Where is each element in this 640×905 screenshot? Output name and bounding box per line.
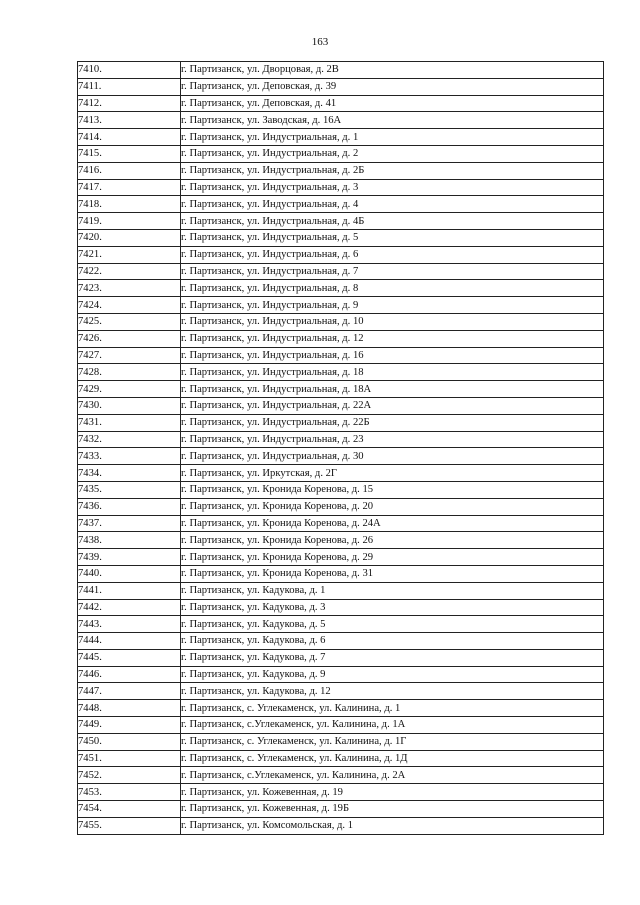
row-number: 7435.: [78, 481, 181, 498]
row-number: 7422.: [78, 263, 181, 280]
table-row: [78, 347, 604, 364]
row-number: 7455.: [78, 817, 181, 834]
row-number: 7420.: [78, 229, 181, 246]
table-row: [78, 582, 604, 599]
row-address: г. Партизанск, ул. Индустриальная, д. 4: [181, 196, 604, 213]
row-number: 7441.: [78, 582, 181, 599]
row-address: г. Партизанск, ул. Индустриальная, д. 2Б: [181, 162, 604, 179]
table-row: [78, 62, 604, 79]
row-address: г. Партизанск, ул. Индустриальная, д. 23: [181, 431, 604, 448]
table-row: [78, 263, 604, 280]
row-number: 7416.: [78, 162, 181, 179]
row-address: г. Партизанск, ул. Деповская, д. 41: [181, 95, 604, 112]
row-address: г. Партизанск, ул. Кронида Коренова, д. 31: [181, 565, 604, 582]
table-row: [78, 431, 604, 448]
table-row: [78, 666, 604, 683]
table-row: [78, 78, 604, 95]
table-row: [78, 532, 604, 549]
table-row: [78, 498, 604, 515]
row-address: г. Партизанск, ул. Индустриальная, д. 6: [181, 246, 604, 263]
row-address: г. Партизанск, ул. Индустриальная, д. 1: [181, 129, 604, 146]
row-address: г. Партизанск, ул. Кожевенная, д. 19: [181, 784, 604, 801]
row-address: г. Партизанск, с. Углекаменск, ул. Калинина, д. 1Г: [181, 733, 604, 750]
row-address: г. Партизанск, ул. Кадукова, д. 1: [181, 582, 604, 599]
row-address: г. Партизанск, ул. Индустриальная, д. 22А: [181, 397, 604, 414]
address-table: [77, 61, 604, 835]
row-number: 7413.: [78, 112, 181, 129]
row-number: 7431.: [78, 414, 181, 431]
row-address: г. Партизанск, ул. Индустриальная, д. 18: [181, 364, 604, 381]
table-row: [78, 213, 604, 230]
row-address: г. Партизанск, ул. Индустриальная, д. 5: [181, 229, 604, 246]
row-address: г. Партизанск, ул. Кронида Коренова, д. 15: [181, 481, 604, 498]
table-row: [78, 465, 604, 482]
row-address: г. Партизанск, ул. Индустриальная, д. 4Б: [181, 213, 604, 230]
table-row: [78, 313, 604, 330]
table-row: [78, 414, 604, 431]
table-row: [78, 750, 604, 767]
table-row: [78, 448, 604, 465]
table-row: [78, 330, 604, 347]
table-row: [78, 196, 604, 213]
row-address: г. Партизанск, ул. Кожевенная, д. 19Б: [181, 801, 604, 818]
table-row: [78, 565, 604, 582]
row-address: г. Партизанск, ул. Индустриальная, д. 8: [181, 280, 604, 297]
row-number: 7410.: [78, 62, 181, 79]
row-number: 7443.: [78, 616, 181, 633]
row-number: 7429.: [78, 381, 181, 398]
row-number: 7412.: [78, 95, 181, 112]
row-address: г. Партизанск, ул. Кадукова, д. 3: [181, 599, 604, 616]
row-address: г. Партизанск, с.Углекаменск, ул. Калинина, д. 1А: [181, 717, 604, 734]
table-row: [78, 817, 604, 834]
table-row: [78, 700, 604, 717]
row-number: 7446.: [78, 666, 181, 683]
address-table-body: [78, 62, 604, 835]
row-address: г. Партизанск, ул. Индустриальная, д. 18А: [181, 381, 604, 398]
row-number: 7432.: [78, 431, 181, 448]
row-number: 7453.: [78, 784, 181, 801]
table-row: [78, 129, 604, 146]
row-address: г. Партизанск, ул. Кадукова, д. 7: [181, 649, 604, 666]
row-address: г. Партизанск, ул. Иркутская, д. 2Г: [181, 465, 604, 482]
row-address: г. Партизанск, ул. Кронида Коренова, д. 20: [181, 498, 604, 515]
row-address: г. Партизанск, ул. Индустриальная, д. 22Б: [181, 414, 604, 431]
table-row: [78, 515, 604, 532]
table-row: [78, 683, 604, 700]
row-number: 7454.: [78, 801, 181, 818]
table-row: [78, 649, 604, 666]
row-number: 7411.: [78, 78, 181, 95]
row-number: 7430.: [78, 397, 181, 414]
table-row: [78, 767, 604, 784]
row-address: г. Партизанск, с.Углекаменск, ул. Калинина, д. 2А: [181, 767, 604, 784]
row-number: 7423.: [78, 280, 181, 297]
row-number: 7447.: [78, 683, 181, 700]
table-row: [78, 95, 604, 112]
row-number: 7426.: [78, 330, 181, 347]
row-number: 7439.: [78, 549, 181, 566]
table-row: [78, 246, 604, 263]
table-row: [78, 633, 604, 650]
row-address: г. Партизанск, ул. Индустриальная, д. 3: [181, 179, 604, 196]
table-row: [78, 784, 604, 801]
table-row: [78, 381, 604, 398]
table-row: [78, 397, 604, 414]
row-address: г. Партизанск, ул. Кадукова, д. 6: [181, 633, 604, 650]
row-address: г. Партизанск, ул. Индустриальная, д. 2: [181, 145, 604, 162]
table-row: [78, 280, 604, 297]
row-number: 7438.: [78, 532, 181, 549]
table-row: [78, 364, 604, 381]
table-row: [78, 179, 604, 196]
row-number: 7452.: [78, 767, 181, 784]
table-row: [78, 145, 604, 162]
row-address: г. Партизанск, ул. Индустриальная, д. 9: [181, 297, 604, 314]
row-number: 7436.: [78, 498, 181, 515]
row-address: г. Партизанск, ул. Индустриальная, д. 7: [181, 263, 604, 280]
row-address: г. Партизанск, ул. Дворцовая, д. 2В: [181, 62, 604, 79]
row-number: 7424.: [78, 297, 181, 314]
row-address: г. Партизанск, ул. Кронида Коренова, д. 26: [181, 532, 604, 549]
row-number: 7451.: [78, 750, 181, 767]
table-row: [78, 616, 604, 633]
row-number: 7449.: [78, 717, 181, 734]
table-row: [78, 733, 604, 750]
row-number: 7450.: [78, 733, 181, 750]
row-number: 7444.: [78, 633, 181, 650]
row-address: г. Партизанск, ул. Индустриальная, д. 12: [181, 330, 604, 347]
row-address: г. Партизанск, ул. Кронида Коренова, д. 29: [181, 549, 604, 566]
row-address: г. Партизанск, ул. Индустриальная, д. 30: [181, 448, 604, 465]
row-number: 7440.: [78, 565, 181, 582]
row-number: 7448.: [78, 700, 181, 717]
table-row: [78, 112, 604, 129]
row-address: г. Партизанск, ул. Кадукова, д. 9: [181, 666, 604, 683]
row-address: г. Партизанск, ул. Индустриальная, д. 10: [181, 313, 604, 330]
row-number: 7419.: [78, 213, 181, 230]
row-number: 7414.: [78, 129, 181, 146]
row-address: г. Партизанск, ул. Кадукова, д. 5: [181, 616, 604, 633]
row-number: 7417.: [78, 179, 181, 196]
row-number: 7437.: [78, 515, 181, 532]
row-number: 7425.: [78, 313, 181, 330]
table-row: [78, 229, 604, 246]
row-address: г. Партизанск, ул. Индустриальная, д. 16: [181, 347, 604, 364]
row-number: 7427.: [78, 347, 181, 364]
row-address: г. Партизанск, ул. Заводская, д. 16А: [181, 112, 604, 129]
row-number: 7434.: [78, 465, 181, 482]
page-number: 163: [311, 36, 329, 48]
row-number: 7421.: [78, 246, 181, 263]
table-row: [78, 162, 604, 179]
row-address: г. Партизанск, ул. Кадукова, д. 12: [181, 683, 604, 700]
table-row: [78, 297, 604, 314]
row-number: 7428.: [78, 364, 181, 381]
row-address: г. Партизанск, ул. Комсомольская, д. 1: [181, 817, 604, 834]
row-number: 7433.: [78, 448, 181, 465]
table-row: [78, 549, 604, 566]
row-address: г. Партизанск, с. Углекаменск, ул. Калинина, д. 1Д: [181, 750, 604, 767]
row-address: г. Партизанск, с. Углекаменск, ул. Калинина, д. 1: [181, 700, 604, 717]
row-number: 7415.: [78, 145, 181, 162]
row-address: г. Партизанск, ул. Деповская, д. 39: [181, 78, 604, 95]
table-row: [78, 801, 604, 818]
row-number: 7442.: [78, 599, 181, 616]
row-number: 7445.: [78, 649, 181, 666]
table-row: [78, 481, 604, 498]
table-row: [78, 599, 604, 616]
row-number: 7418.: [78, 196, 181, 213]
row-address: г. Партизанск, ул. Кронида Коренова, д. 24А: [181, 515, 604, 532]
table-row: [78, 717, 604, 734]
